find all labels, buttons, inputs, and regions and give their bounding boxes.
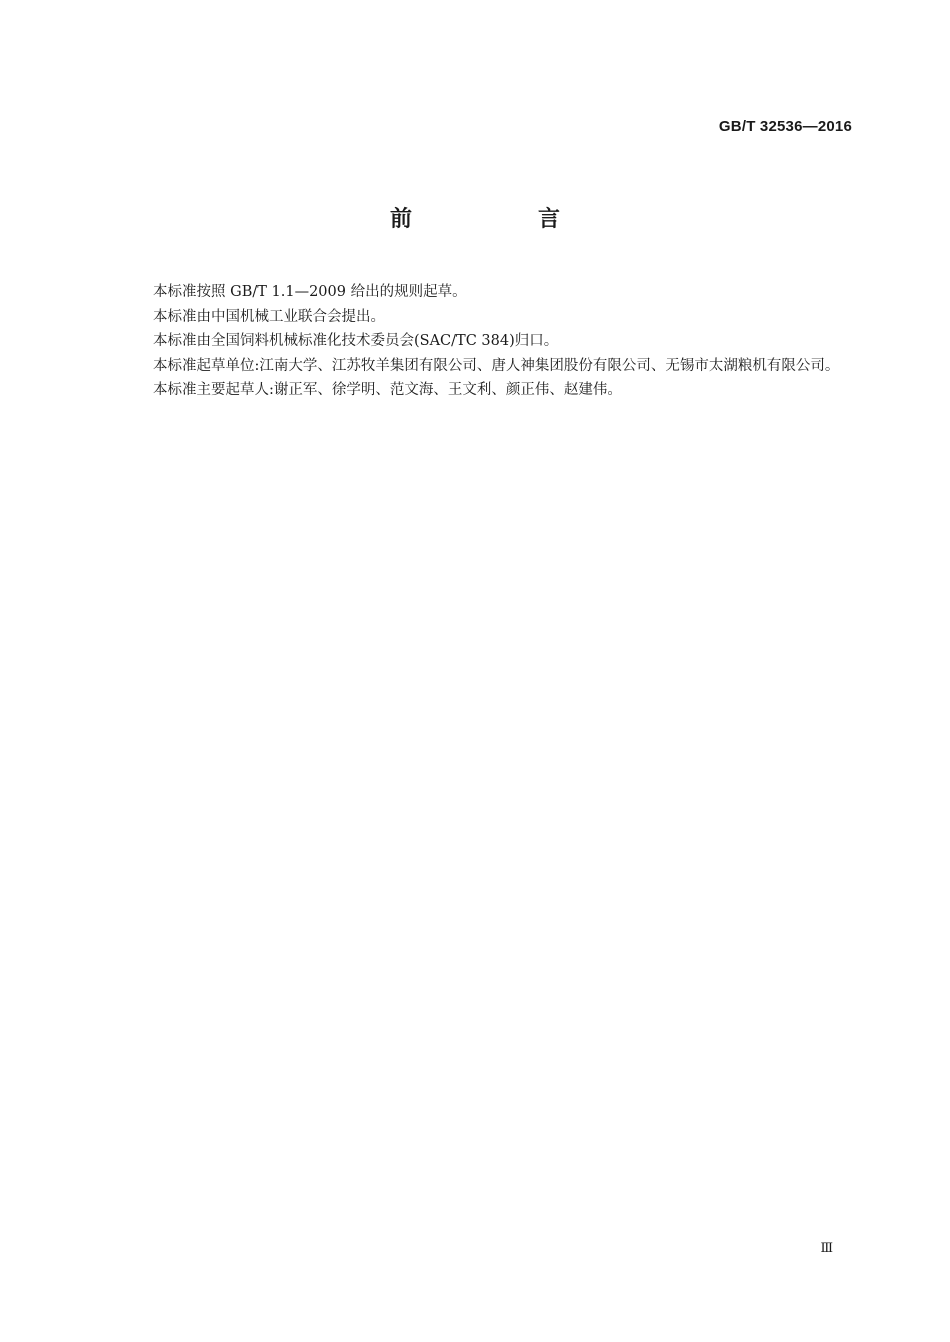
- page-number: Ⅲ: [820, 1240, 832, 1255]
- foreword-body: [118, 280, 856, 403]
- paragraph-drafters: 本标准主要起草人:谢正军、徐学明、范文海、王文利、颜正伟、赵建伟。: [153, 382, 622, 398]
- paragraph-proposer: 本标准由中国机械工业联合会提出。: [153, 308, 385, 325]
- paragraph-drafting-rules: 本标准按照 GB/T 1.1—2009 给出的规则起草。: [153, 284, 467, 300]
- standard-code: GB/T 32536—2016: [718, 118, 852, 135]
- paragraph-drafting-units: 本标准起草单位:江南大学、江苏牧羊集团有限公司、唐人神集团股份有限公司、无锡市太湖粮机有限公司。: [153, 357, 840, 374]
- page-title: 前 言: [389, 207, 612, 232]
- paragraph-committee: 本标准由全国饲料机械标准化技术委员会(SAC/TC 384)归口。: [153, 333, 559, 349]
